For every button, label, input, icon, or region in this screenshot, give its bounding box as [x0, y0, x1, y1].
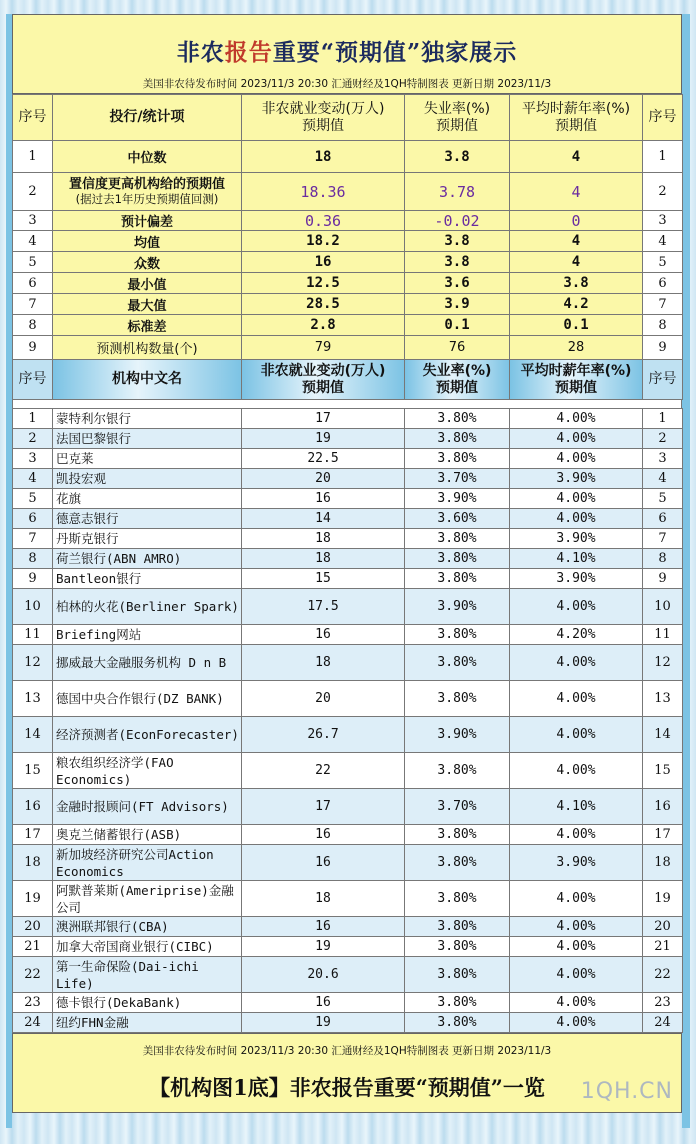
- summary-unemp-value: 3.8: [405, 141, 510, 173]
- summary-label-text: 预测机构数量(个): [96, 342, 198, 357]
- summary-row: [13, 273, 683, 294]
- summary-unemp-value: 0.1: [405, 315, 510, 336]
- institution-table: [12, 408, 683, 1033]
- institution-index: 17: [13, 825, 53, 845]
- table-row: [13, 569, 683, 589]
- institution-nfp: 16: [242, 993, 405, 1013]
- table-row: [13, 753, 683, 789]
- institution-unemp: 3.90%: [405, 489, 510, 509]
- summary-label: [53, 141, 242, 173]
- institution-wage: 4.10%: [510, 789, 643, 825]
- institution-nfp: 16: [242, 845, 405, 881]
- summary-label-text: 众数: [133, 256, 160, 272]
- institution-wage: 4.00%: [510, 409, 643, 429]
- summary-row: [13, 141, 683, 173]
- table-row: [13, 917, 683, 937]
- institution-index-right: 23: [643, 993, 683, 1013]
- summary-nfp-value: 18: [242, 141, 405, 173]
- table-row: [13, 825, 683, 845]
- inst-seq-header-right: 序号: [643, 360, 683, 400]
- institution-index: 15: [13, 753, 53, 789]
- unemp-header-line2: 预期值: [436, 117, 478, 134]
- institution-unemp: 3.70%: [405, 789, 510, 825]
- nfp-header: [242, 95, 405, 141]
- institution-index-right: 1: [643, 409, 683, 429]
- title-part-2: 重要“预期值”独家展示: [272, 39, 518, 66]
- institution-name: 法国巴黎银行: [53, 429, 242, 449]
- institution-name: 金融时报顾问(FT Advisors): [53, 789, 242, 825]
- nfp-header-line1: 非农就业变动(万人): [261, 100, 385, 117]
- institution-name: 经济预测者(EconForecaster): [53, 717, 242, 753]
- summary-header-row: [13, 95, 683, 141]
- institution-name: 荷兰银行(ABN AMRO): [53, 549, 242, 569]
- institution-name: 第一生命保险(Dai-ichi Life): [53, 957, 242, 993]
- institution-unemp: 3.80%: [405, 993, 510, 1013]
- institution-wage: 4.00%: [510, 881, 643, 917]
- inst-nfp-header-line2: 预期值: [302, 379, 344, 396]
- institution-wage: 4.00%: [510, 825, 643, 845]
- institution-unemp: 3.80%: [405, 529, 510, 549]
- institution-name: 加拿大帝国商业银行(CIBC): [53, 937, 242, 957]
- institution-nfp: 16: [242, 625, 405, 645]
- summary-nfp-value: 18.2: [242, 231, 405, 252]
- institution-unemp: 3.80%: [405, 409, 510, 429]
- filter-dots-row: [12, 400, 682, 408]
- institution-header-row: [13, 360, 683, 400]
- institution-index: 2: [13, 429, 53, 449]
- institution-wage: 4.00%: [510, 993, 643, 1013]
- institution-name: 柏林的火花(Berliner Spark): [53, 589, 242, 625]
- summary-row: [13, 252, 683, 273]
- summary-nfp-value: 2.8: [242, 315, 405, 336]
- summary-wage-value: 0.1: [510, 315, 643, 336]
- summary-label-text: 最小值: [127, 277, 167, 293]
- inst-seq-header: 序号: [13, 360, 53, 400]
- institution-index: 5: [13, 489, 53, 509]
- institution-unemp: 3.80%: [405, 845, 510, 881]
- institution-index-right: 22: [643, 957, 683, 993]
- summary-unemp-value: 3.8: [405, 252, 510, 273]
- summary-label: [53, 173, 242, 211]
- summary-wage-value: 28: [510, 336, 643, 360]
- institution-unemp: 3.70%: [405, 469, 510, 489]
- table-row: [13, 489, 683, 509]
- summary-body: [13, 141, 683, 360]
- institution-index: 14: [13, 717, 53, 753]
- institution-name: 德卡银行(DekaBank): [53, 993, 242, 1013]
- title-part-red: 报告: [224, 39, 273, 66]
- institution-wage: 4.00%: [510, 753, 643, 789]
- inst-wage-header: [510, 360, 643, 400]
- summary-unemp-value: 3.78: [405, 173, 510, 211]
- inst-unemp-header-line1: 失业率(%): [422, 362, 492, 379]
- institution-name: 奥克兰储蓄银行(ASB): [53, 825, 242, 845]
- table-row: [13, 957, 683, 993]
- summary-index-right: 4: [643, 231, 683, 252]
- institution-index-right: 10: [643, 589, 683, 625]
- table-row: [13, 429, 683, 449]
- institution-nfp: 18: [242, 529, 405, 549]
- institution-nfp: 17.5: [242, 589, 405, 625]
- institution-wage: 4.00%: [510, 645, 643, 681]
- institution-index-right: 5: [643, 489, 683, 509]
- institution-index-right: 13: [643, 681, 683, 717]
- institution-nfp: 16: [242, 917, 405, 937]
- table-row: [13, 845, 683, 881]
- institution-index: 20: [13, 917, 53, 937]
- summary-label-sub: (据过去1年历史预期值回测): [75, 191, 219, 206]
- institution-wage: 4.00%: [510, 489, 643, 509]
- institution-index: 21: [13, 937, 53, 957]
- institution-index: 1: [13, 409, 53, 429]
- institution-wage: 4.00%: [510, 429, 643, 449]
- institution-unemp: 3.80%: [405, 625, 510, 645]
- institution-unemp: 3.80%: [405, 681, 510, 717]
- institution-name: Briefing网站: [53, 625, 242, 645]
- institution-index: 22: [13, 957, 53, 993]
- institution-index-right: 24: [643, 1013, 683, 1033]
- inst-name-header: 机构中文名: [53, 360, 242, 400]
- institution-index-right: 14: [643, 717, 683, 753]
- institution-index: 4: [13, 469, 53, 489]
- institution-wage: 4.20%: [510, 625, 643, 645]
- header-subline: 美国非农待发布时间 2023/11/3 20:30 汇通财经及1QH特制图表 更新日期 2023/11/3: [142, 78, 552, 90]
- institution-name: 蒙特利尔银行: [53, 409, 242, 429]
- table-row: [13, 681, 683, 717]
- summary-unemp-value: -0.02: [405, 211, 510, 231]
- institution-nfp: 16: [242, 489, 405, 509]
- institution-name: 巴克莱: [53, 449, 242, 469]
- summary-nfp-value: 0.36: [242, 211, 405, 231]
- institution-unemp: 3.80%: [405, 957, 510, 993]
- summary-index-right: 8: [643, 315, 683, 336]
- wage-header-line2: 预期值: [555, 117, 597, 134]
- institution-unemp: 3.80%: [405, 645, 510, 681]
- institution-unemp: 3.80%: [405, 881, 510, 917]
- institution-wage: 4.00%: [510, 917, 643, 937]
- institution-unemp: 3.80%: [405, 549, 510, 569]
- inst-nfp-header-line1: 非农就业变动(万人): [260, 362, 386, 379]
- institution-name: 德意志银行: [53, 509, 242, 529]
- institution-index-right: 16: [643, 789, 683, 825]
- watermark: 1QH.CN: [580, 1079, 673, 1104]
- summary-index: 1: [13, 141, 53, 173]
- institution-index: 11: [13, 625, 53, 645]
- summary-label: [53, 294, 242, 315]
- institution-unemp: 3.80%: [405, 449, 510, 469]
- institution-nfp: 18: [242, 881, 405, 917]
- summary-label-text: 最大值: [127, 298, 167, 314]
- institution-unemp: 3.90%: [405, 589, 510, 625]
- institution-unemp: 3.80%: [405, 917, 510, 937]
- institution-nfp: 19: [242, 937, 405, 957]
- institution-index-right: 19: [643, 881, 683, 917]
- institution-unemp: 3.90%: [405, 717, 510, 753]
- institution-wage: 4.00%: [510, 681, 643, 717]
- institution-name: 澳洲联邦银行(CBA): [53, 917, 242, 937]
- table-row: [13, 645, 683, 681]
- report-frame: [12, 14, 682, 1113]
- summary-unemp-value: 3.8: [405, 231, 510, 252]
- institution-index: 10: [13, 589, 53, 625]
- institution-index: 23: [13, 993, 53, 1013]
- summary-nfp-value: 18.36: [242, 173, 405, 211]
- summary-label: [53, 336, 242, 360]
- institution-index-right: 8: [643, 549, 683, 569]
- summary-label-text: 中位数: [127, 151, 167, 166]
- institution-wage: 4.00%: [510, 937, 643, 957]
- institution-nfp: 17: [242, 409, 405, 429]
- institution-index: 12: [13, 645, 53, 681]
- summary-label: [53, 252, 242, 273]
- institution-wage: 3.90%: [510, 529, 643, 549]
- institution-unemp: 3.80%: [405, 1013, 510, 1033]
- table-row: [13, 449, 683, 469]
- table-row: [13, 993, 683, 1013]
- inst-nfp-header: [242, 360, 405, 400]
- summary-index: 5: [13, 252, 53, 273]
- institution-index-right: 9: [643, 569, 683, 589]
- institution-index-right: 12: [643, 645, 683, 681]
- institution-nfp: 17: [242, 789, 405, 825]
- summary-nfp-value: 28.5: [242, 294, 405, 315]
- institution-wage: 3.90%: [510, 569, 643, 589]
- institution-nfp: 20: [242, 469, 405, 489]
- institution-index-right: 21: [643, 937, 683, 957]
- summary-label-text: 标准差: [127, 319, 167, 335]
- table-row: [13, 529, 683, 549]
- unemp-header-line1: 失业率(%): [423, 100, 491, 117]
- summary-nfp-value: 16: [242, 252, 405, 273]
- institution-name: 德国中央合作银行(DZ BANK): [53, 681, 242, 717]
- report-title: [13, 15, 681, 67]
- institution-wage: 4.10%: [510, 549, 643, 569]
- institution-index-right: 6: [643, 509, 683, 529]
- footer-title: 【机构图1底】非农报告重要“预期值”一览: [149, 1075, 545, 1100]
- institution-index-right: 3: [643, 449, 683, 469]
- institution-nfp: 15: [242, 569, 405, 589]
- summary-index-right: 6: [643, 273, 683, 294]
- summary-index-right: 5: [643, 252, 683, 273]
- summary-index-right: 9: [643, 336, 683, 360]
- summary-label: [53, 231, 242, 252]
- institution-index-right: 18: [643, 845, 683, 881]
- institution-nfp: 26.7: [242, 717, 405, 753]
- institution-name: 纽约FHN金融: [53, 1013, 242, 1033]
- title-part-1: 非农: [176, 39, 225, 66]
- report-footer: [12, 1033, 682, 1113]
- summary-index-right: 2: [643, 173, 683, 211]
- institution-unemp: 3.80%: [405, 937, 510, 957]
- summary-unemp-value: 3.9: [405, 294, 510, 315]
- nfp-header-line2: 预期值: [302, 117, 344, 134]
- institution-nfp: 19: [242, 1013, 405, 1033]
- summary-nfp-value: 79: [242, 336, 405, 360]
- institution-wage: 4.00%: [510, 509, 643, 529]
- institution-index: 16: [13, 789, 53, 825]
- institution-index-right: 11: [643, 625, 683, 645]
- institution-name: 新加坡经济研究公司Action Economics: [53, 845, 242, 881]
- footer-subline: 美国非农待发布时间 2023/11/3 20:30 汇通财经及1QH特制图表 更新日期 2023/11/3: [142, 1045, 552, 1057]
- institution-name: 粮农组织经济学(FAO Economics): [53, 753, 242, 789]
- summary-wage-value: 3.8: [510, 273, 643, 294]
- institution-unemp: 3.80%: [405, 569, 510, 589]
- wage-header-line1: 平均时薪年率(%): [521, 100, 631, 117]
- institution-nfp: 18: [242, 645, 405, 681]
- institution-wage: 4.00%: [510, 1013, 643, 1033]
- institution-unemp: 3.60%: [405, 509, 510, 529]
- institution-wage: 4.00%: [510, 449, 643, 469]
- institution-wage: 3.90%: [510, 469, 643, 489]
- wage-header: [510, 95, 643, 141]
- summary-label: [53, 211, 242, 231]
- summary-wage-value: 4: [510, 252, 643, 273]
- summary-unemp-value: 76: [405, 336, 510, 360]
- table-row: [13, 1013, 683, 1033]
- summary-index: 3: [13, 211, 53, 231]
- summary-label: [53, 315, 242, 336]
- table-row: [13, 881, 683, 917]
- table-row: [13, 625, 683, 645]
- institution-index: 19: [13, 881, 53, 917]
- institution-index-right: 2: [643, 429, 683, 449]
- institution-body: [13, 409, 683, 1033]
- summary-wage-value: 4: [510, 231, 643, 252]
- institution-index: 7: [13, 529, 53, 549]
- institution-index: 8: [13, 549, 53, 569]
- summary-row: [13, 315, 683, 336]
- institution-wage: 3.90%: [510, 845, 643, 881]
- institution-nfp: 18: [242, 549, 405, 569]
- summary-index: 8: [13, 315, 53, 336]
- institution-name: 花旗: [53, 489, 242, 509]
- institution-name: 丹斯克银行: [53, 529, 242, 549]
- summary-index-right: 1: [643, 141, 683, 173]
- summary-index: 7: [13, 294, 53, 315]
- summary-unemp-value: 3.6: [405, 273, 510, 294]
- table-row: [13, 937, 683, 957]
- institution-wage: 4.00%: [510, 957, 643, 993]
- seq-header: 序号: [13, 95, 53, 141]
- institution-wage: 4.00%: [510, 589, 643, 625]
- table-row: [13, 589, 683, 625]
- inst-unemp-header: [405, 360, 510, 400]
- summary-index: 9: [13, 336, 53, 360]
- summary-wage-value: 0: [510, 211, 643, 231]
- item-header: 投行/统计项: [53, 95, 242, 141]
- institution-name: 挪威最大金融服务机构 D n B: [53, 645, 242, 681]
- summary-row: [13, 173, 683, 211]
- institution-name: Bantleon银行: [53, 569, 242, 589]
- institution-name: 凯投宏观: [53, 469, 242, 489]
- institution-index-right: 7: [643, 529, 683, 549]
- institution-nfp: 20.6: [242, 957, 405, 993]
- inst-wage-header-line2: 预期值: [555, 379, 597, 396]
- institution-index: 13: [13, 681, 53, 717]
- summary-wage-value: 4: [510, 141, 643, 173]
- institution-wage: 4.00%: [510, 717, 643, 753]
- report-header: [12, 14, 682, 94]
- institution-unemp: 3.80%: [405, 429, 510, 449]
- summary-wage-value: 4: [510, 173, 643, 211]
- institution-nfp: 20: [242, 681, 405, 717]
- table-row: [13, 789, 683, 825]
- summary-index: 2: [13, 173, 53, 211]
- table-row: [13, 409, 683, 429]
- summary-table: [12, 94, 683, 400]
- institution-name: 阿默普莱斯(Ameriprise)金融公司: [53, 881, 242, 917]
- institution-index: 18: [13, 845, 53, 881]
- inst-wage-header-line1: 平均时薪年率(%): [520, 362, 632, 379]
- summary-index: 4: [13, 231, 53, 252]
- unemp-header: [405, 95, 510, 141]
- summary-wage-value: 4.2: [510, 294, 643, 315]
- summary-row: [13, 294, 683, 315]
- institution-nfp: 14: [242, 509, 405, 529]
- institution-index: 9: [13, 569, 53, 589]
- summary-label-text: 置信度更高机构给的预期值: [68, 176, 225, 192]
- table-row: [13, 509, 683, 529]
- table-row: [13, 469, 683, 489]
- summary-index: 6: [13, 273, 53, 294]
- institution-index-right: 20: [643, 917, 683, 937]
- institution-index: 24: [13, 1013, 53, 1033]
- summary-row: [13, 231, 683, 252]
- institution-index: 6: [13, 509, 53, 529]
- summary-index-right: 3: [643, 211, 683, 231]
- summary-label-text: 均值: [133, 235, 160, 251]
- table-row: [13, 549, 683, 569]
- institution-index-right: 17: [643, 825, 683, 845]
- summary-label-text: 预计偏差: [120, 215, 173, 230]
- summary-index-right: 7: [643, 294, 683, 315]
- institution-index: 3: [13, 449, 53, 469]
- summary-row: [13, 336, 683, 360]
- institution-nfp: 22.5: [242, 449, 405, 469]
- summary-label: [53, 273, 242, 294]
- institution-nfp: 19: [242, 429, 405, 449]
- institution-unemp: 3.80%: [405, 753, 510, 789]
- institution-index-right: 15: [643, 753, 683, 789]
- institution-index-right: 4: [643, 469, 683, 489]
- inst-unemp-header-line2: 预期值: [436, 379, 478, 396]
- right-edge-bar: [682, 14, 690, 1128]
- institution-nfp: 22: [242, 753, 405, 789]
- summary-nfp-value: 12.5: [242, 273, 405, 294]
- institution-nfp: 16: [242, 825, 405, 845]
- summary-row: [13, 211, 683, 231]
- institution-unemp: 3.80%: [405, 825, 510, 845]
- seq-header-right: 序号: [643, 95, 683, 141]
- table-row: [13, 717, 683, 753]
